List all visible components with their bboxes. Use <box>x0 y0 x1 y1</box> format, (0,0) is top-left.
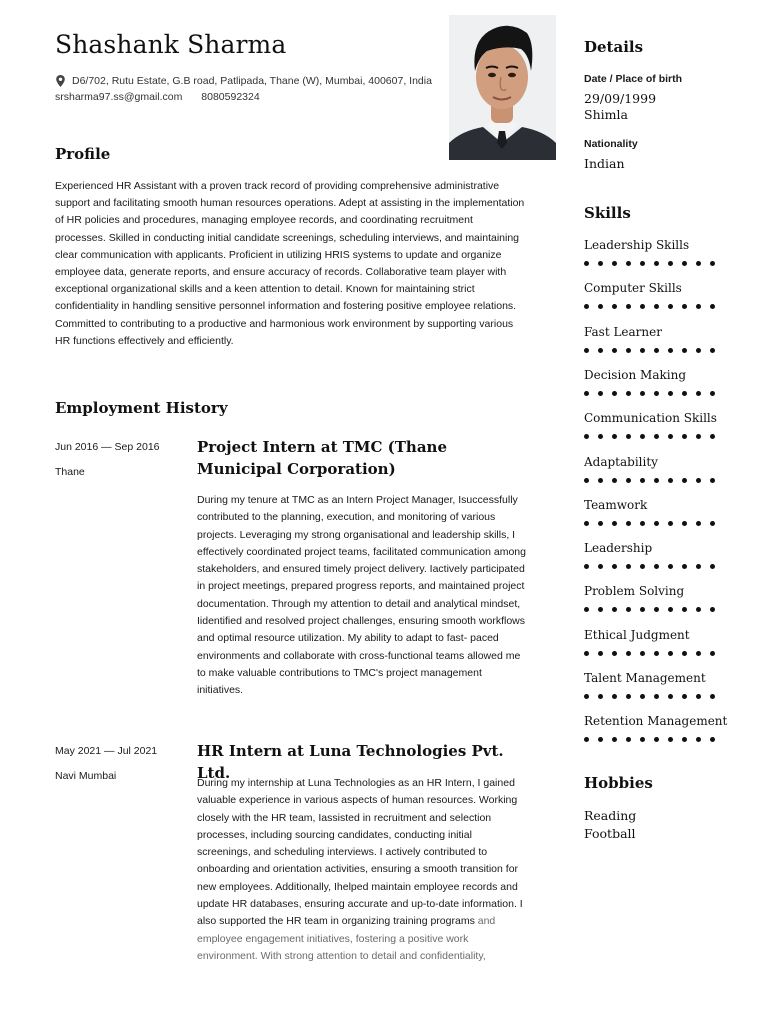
job-dates: Jun 2016 — Sep 2016 <box>55 441 160 453</box>
skill-dot <box>626 694 631 699</box>
skill-dot <box>682 564 687 569</box>
skill-dot <box>626 391 631 396</box>
skill-name: Ethical Judgment <box>584 627 690 642</box>
skill-dot <box>584 478 589 483</box>
skill-dot <box>710 391 715 396</box>
skill-dot <box>612 391 617 396</box>
skill-dot <box>654 607 659 612</box>
address-text: D6/702, Rutu Estate, G.B road, Patlipada, Thane (W), Mumbai, 400607, India <box>72 75 432 87</box>
skill-name: Communication Skills <box>584 411 717 426</box>
skill-dot <box>668 694 673 699</box>
person-photo-illustration <box>449 15 556 160</box>
skill-dot <box>598 391 603 396</box>
skill-level-dots <box>584 521 744 526</box>
skill-item <box>584 455 744 483</box>
skill-name: Problem Solving <box>584 584 685 599</box>
skill-item <box>584 714 744 742</box>
skill-level-dots <box>584 391 744 396</box>
job-dates: May 2021 — Jul 2021 <box>55 745 158 757</box>
profile-summary: Experienced HR Assistant with a proven track record of providing comprehensive administrative support and facilitating smooth human resources operations. Adept at assisting in the implementation of HR policies and procedures, managing employee records, and coordinating recruitment processes. Skilled in conducting initial candidate screenings, scheduling interviews, and maintaining clear communication with applicants. Proficient in utilizing HRIS systems to update and organize employee data, generate reports, and ensure accuracy of records. Collaborative team player with exceptional organizational skills and a keen attention to detail. Known for maintaining strict confidentiality in handling sensitive personnel information and fostering positive employee relations. Committed to contributing to a productive and harmonious work environment by supporting various HR functions effectively and efficiently. <box>55 180 525 347</box>
candidate-name: Shashank Sharma <box>55 30 287 59</box>
skill-dot <box>710 607 715 612</box>
employment-heading: Employment History <box>55 399 228 417</box>
skill-dot <box>640 607 645 612</box>
job-title: Project Intern at TMC (Thane Municipal Corporation) <box>197 438 447 478</box>
skill-dot <box>584 564 589 569</box>
skill-dot <box>710 521 715 526</box>
skill-dot <box>710 304 715 309</box>
skill-dot <box>640 564 645 569</box>
skill-dot <box>668 434 673 439</box>
skill-dot <box>640 651 645 656</box>
skill-dot <box>598 304 603 309</box>
skill-dot <box>682 391 687 396</box>
skill-name: Leadership <box>584 541 653 556</box>
skill-item <box>584 584 744 612</box>
job-title: HR Intern at Luna Technologies Pvt. Ltd. <box>197 742 504 782</box>
phone-text: 8080592324 <box>201 91 260 103</box>
skill-dot <box>626 304 631 309</box>
skill-dot <box>626 651 631 656</box>
skill-level-dots <box>584 564 744 569</box>
skill-dot <box>668 651 673 656</box>
skill-dot <box>710 434 715 439</box>
skill-dot <box>626 478 631 483</box>
skill-dot <box>682 434 687 439</box>
skill-dot <box>696 478 701 483</box>
skill-name: Fast Learner <box>584 324 662 339</box>
skill-item <box>584 541 744 569</box>
skill-dot <box>640 737 645 742</box>
skill-dot <box>584 607 589 612</box>
skill-dot <box>626 737 631 742</box>
skill-dot <box>668 521 673 526</box>
skill-dot <box>668 607 673 612</box>
skill-dot <box>696 391 701 396</box>
profile-photo <box>449 15 556 160</box>
skill-dot <box>612 694 617 699</box>
skill-dot <box>696 737 701 742</box>
skill-dot <box>654 261 659 266</box>
skill-dot <box>654 521 659 526</box>
skill-dot <box>696 348 701 353</box>
skill-level-dots <box>584 737 744 742</box>
skill-level-dots <box>584 304 744 309</box>
skill-dot <box>696 694 701 699</box>
skill-dot <box>626 521 631 526</box>
skill-dot <box>640 434 645 439</box>
hobby-item: Reading <box>584 808 637 823</box>
skill-dot <box>598 694 603 699</box>
skill-dot <box>710 261 715 266</box>
skill-dot <box>654 348 659 353</box>
skill-dot <box>612 434 617 439</box>
skill-dot <box>640 478 645 483</box>
skill-level-dots <box>584 651 744 656</box>
skill-item <box>584 238 744 266</box>
skill-item <box>584 281 744 309</box>
skill-level-dots <box>584 478 744 483</box>
skill-item <box>584 411 744 439</box>
skill-level-dots <box>584 348 744 353</box>
nationality-label: Nationality <box>584 138 638 150</box>
skill-dot <box>668 304 673 309</box>
location-pin-icon <box>55 75 66 87</box>
skill-dot <box>598 737 603 742</box>
dob-value: 29/09/1999 <box>584 91 657 106</box>
skill-dot <box>654 737 659 742</box>
skill-item <box>584 368 744 396</box>
skill-dot <box>696 261 701 266</box>
skill-dot <box>654 651 659 656</box>
skill-level-dots <box>584 261 744 266</box>
skill-dot <box>598 651 603 656</box>
skill-dot <box>682 261 687 266</box>
skill-dot <box>584 434 589 439</box>
skill-dot <box>640 261 645 266</box>
job-description <box>197 775 527 965</box>
skill-dot <box>626 607 631 612</box>
skill-dot <box>668 348 673 353</box>
skill-dot <box>654 478 659 483</box>
skill-dot <box>668 261 673 266</box>
email-text: srsharma97.ss@gmail.com <box>55 91 183 103</box>
contact-line <box>55 91 260 103</box>
skill-dot <box>584 737 589 742</box>
skill-dot <box>598 521 603 526</box>
skill-dot <box>640 391 645 396</box>
dob-label: Date / Place of birth <box>584 73 683 85</box>
skill-dot <box>626 434 631 439</box>
skill-dot <box>682 607 687 612</box>
skill-dot <box>626 261 631 266</box>
skill-dot <box>584 694 589 699</box>
skill-item <box>584 498 744 526</box>
profile-heading: Profile <box>55 145 111 163</box>
skill-dot <box>654 304 659 309</box>
skill-dot <box>598 261 603 266</box>
skill-name: Computer Skills <box>584 281 682 296</box>
skill-dot <box>584 521 589 526</box>
skill-dot <box>682 651 687 656</box>
skill-dot <box>682 694 687 699</box>
skill-dot <box>612 651 617 656</box>
birthplace-value: Shimla <box>584 107 628 122</box>
skill-dot <box>682 737 687 742</box>
skill-dot <box>612 261 617 266</box>
skill-dot <box>710 694 715 699</box>
skills-heading: Skills <box>584 204 631 222</box>
skill-dot <box>612 304 617 309</box>
skill-dot <box>626 564 631 569</box>
skill-dot <box>640 304 645 309</box>
skill-dot <box>668 478 673 483</box>
details-heading: Details <box>584 38 644 56</box>
skill-dot <box>584 391 589 396</box>
skill-dot <box>710 737 715 742</box>
job-description-text: During my internship at Luna Technologies as an HR Intern, I gained valuable experience in various aspects of human resources. Working closely with the HR team, Iassisted in recruitment and selection processes, including sourcing candidates, conducting initial screenings, and scheduling interviews. I actively contributed to onboarding and orientation activities, ensuring a smooth transition for new employees. Additionally, Ihelped maintain employee records and update HR databases, ensuring accurate and up-to-date information. I also supported the HR team in organizing training programs <box>197 777 523 928</box>
skill-dot <box>710 564 715 569</box>
skill-dot <box>598 348 603 353</box>
skill-dot <box>640 521 645 526</box>
skill-name: Retention Management <box>584 714 728 729</box>
skill-dot <box>598 607 603 612</box>
skill-dot <box>682 348 687 353</box>
skill-dot <box>598 564 603 569</box>
skill-dot <box>640 348 645 353</box>
skill-dot <box>654 564 659 569</box>
skill-dot <box>612 737 617 742</box>
skill-dot <box>696 564 701 569</box>
skill-dot <box>710 348 715 353</box>
skill-dot <box>612 564 617 569</box>
skill-dot <box>668 564 673 569</box>
nationality-value: Indian <box>584 156 625 171</box>
skill-dot <box>654 434 659 439</box>
skill-dot <box>584 651 589 656</box>
skill-dot <box>584 261 589 266</box>
skill-level-dots <box>584 607 744 612</box>
skill-dot <box>598 434 603 439</box>
job-description: During my tenure at TMC as an Intern Project Manager, Isuccessfully contributed to the planning, execution, and monitoring of various projects. Leveraging my strong organisational and leadership skills, I effectively coordinated project teams, facilitated communication among stakeholders, and ensured timely project delivery. Iactively participated in project meetings, prepared progress reports, and maintained project documentation. Through my attention to detail and analytical mindset, Iidentified and resolved project challenges, ensuring smooth workflows and optimal resource utilization. My ability to adapt to fast- paced environments and collaborate with cross-functional teams allowed me to make valuable contributions to TMC's project management initiatives. <box>197 494 526 697</box>
skill-dot <box>612 607 617 612</box>
skill-dot <box>584 304 589 309</box>
skill-dot <box>654 694 659 699</box>
skill-dot <box>696 607 701 612</box>
skill-name: Leadership Skills <box>584 238 690 252</box>
skill-dot <box>696 651 701 656</box>
skill-name: Teamwork <box>584 497 648 512</box>
skill-dot <box>612 521 617 526</box>
skill-dot <box>696 434 701 439</box>
skill-dot <box>612 348 617 353</box>
skill-item <box>584 671 744 699</box>
skill-level-dots <box>584 694 744 699</box>
skill-dot <box>640 694 645 699</box>
job-description-faded-text: and employee engagement initiatives, fostering a positive work environment. With strong attention to detail and confidentiality, <box>197 915 496 962</box>
skill-dot <box>710 651 715 656</box>
skill-item <box>584 325 744 353</box>
address-line <box>55 75 432 87</box>
skill-item <box>584 628 744 656</box>
skill-dot <box>612 478 617 483</box>
skill-dot <box>710 478 715 483</box>
job-location: Navi Mumbai <box>55 770 117 782</box>
skill-dot <box>696 304 701 309</box>
skill-dot <box>654 391 659 396</box>
skill-dot <box>682 521 687 526</box>
job-location: Thane <box>55 466 85 478</box>
skill-dot <box>626 348 631 353</box>
skill-dot <box>584 348 589 353</box>
skill-dot <box>598 478 603 483</box>
skill-name: Adaptability <box>584 454 658 469</box>
skill-dot <box>668 391 673 396</box>
skill-dot <box>668 737 673 742</box>
skill-dot <box>682 304 687 309</box>
skill-level-dots <box>584 434 744 439</box>
skill-name: Decision Making <box>584 367 687 382</box>
skill-dot <box>682 478 687 483</box>
hobbies-heading: Hobbies <box>584 774 653 792</box>
skill-name: Talent Management <box>584 671 706 685</box>
skill-dot <box>696 521 701 526</box>
hobby-item: Football <box>584 826 636 841</box>
